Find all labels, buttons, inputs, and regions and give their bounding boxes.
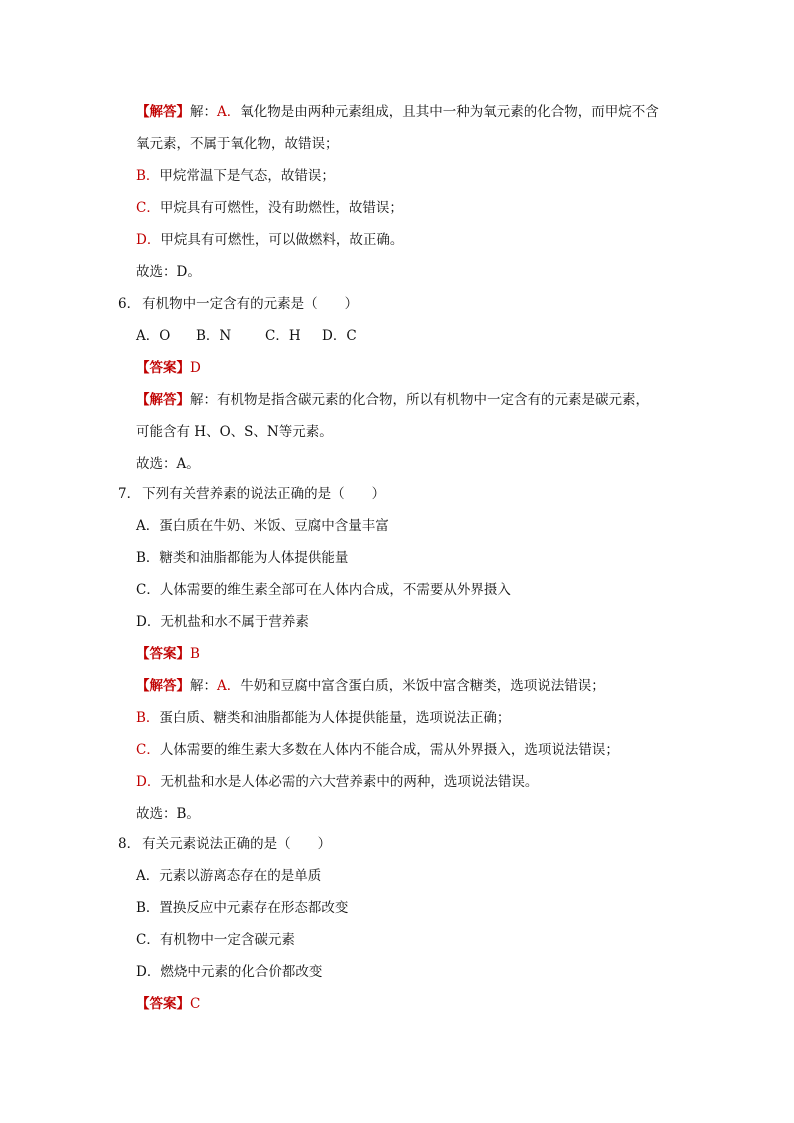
q7-jieda-a: 【解答】解：A．牛奶和豆腐中富含蛋白质，米饭中富含糖类，选项说法错误；	[136, 678, 605, 694]
q6-option-b: B．N	[196, 328, 232, 344]
q7-answer-value: B	[190, 646, 200, 662]
q8-option-c: C．有机物中一定含碳元素	[136, 932, 295, 948]
q6-choose: 故选：A。	[136, 456, 200, 472]
q6-option-a: A．O	[136, 328, 171, 344]
q6-answer	[136, 358, 201, 378]
q5-jieda-tag: 【解答】	[136, 104, 190, 120]
q5-jieda-line-1: 【解答】解：A．氧化物是由两种元素组成，且其中一种为氧元素的化合物，而甲烷不含	[136, 104, 659, 120]
q5-choose: 故选：D。	[136, 264, 201, 280]
q7-option-b: B．糖类和油脂都能为人体提供能量	[136, 550, 349, 566]
q6-jieda-line-1: 【解答】解：有机物是指含碳元素的化合物，所以有机物中一定含有的元素是碳元素，	[136, 392, 649, 408]
q8-stem: 8． 有关元素说法正确的是（ ）	[118, 836, 332, 852]
q8-option-b: B．置换反应中元素存在形态都改变	[136, 900, 349, 916]
q6-answer-value: D	[190, 360, 201, 376]
q8-answer	[136, 994, 200, 1014]
q7-jieda-b: B．蛋白质、糖类和油脂都能为人体提供能量，选项说法正确；	[136, 710, 511, 726]
q6-stem: 6． 有机物中一定含有的元素是（ ）	[118, 296, 359, 312]
q5-jieda-line-2: 氧元素，不属于氧化物，故错误；	[136, 136, 339, 152]
q8-answer-tag: 【答案】	[136, 996, 190, 1012]
q7-answer-tag: 【答案】	[136, 646, 190, 662]
q6-option-d: D．C	[322, 328, 357, 344]
q6-jieda-tag: 【解答】	[136, 392, 190, 408]
q5-jieda-c: C．甲烷具有可燃性，没有助燃性，故错误；	[136, 200, 403, 216]
q5-jieda-b: B．甲烷常温下是气态，故错误；	[136, 168, 335, 184]
q7-option-c: C．人体需要的维生素全部可在人体内合成，不需要从外界摄入	[136, 582, 511, 598]
q8-option-d: D．燃烧中元素的化合价都改变	[136, 964, 323, 980]
q6-answer-tag: 【答案】	[136, 360, 190, 376]
q8-number: 8．	[118, 836, 141, 852]
q6-number: 6．	[118, 296, 141, 312]
q7-option-d: D．无机盐和水不属于营养素	[136, 614, 309, 630]
q7-jieda-d: D．无机盐和水是人体必需的六大营养素中的两种，选项说法错误。	[136, 774, 539, 790]
q8-option-a: A．元素以游离态存在的是单质	[136, 868, 322, 884]
q6-option-c: C．H	[265, 328, 301, 344]
q7-stem: 7． 下列有关营养素的说法正确的是（ ）	[118, 486, 386, 502]
q7-jieda-tag: 【解答】	[136, 678, 190, 694]
q6-jieda-line-2: 可能含有 H、O、S、N等元素。	[136, 424, 333, 440]
q7-option-a: A．蛋白质在牛奶、米饭、豆腐中含量丰富	[136, 518, 389, 534]
q7-choose: 故选：B。	[136, 806, 200, 822]
q7-answer	[136, 644, 200, 664]
q5-jieda-d: D．甲烷具有可燃性，可以做燃料，故正确。	[136, 232, 404, 248]
q8-answer-value: C	[190, 996, 201, 1012]
q7-number: 7．	[118, 486, 141, 502]
q7-jieda-c: C．人体需要的维生素大多数在人体内不能合成，需从外界摄入，选项说法错误；	[136, 742, 619, 758]
